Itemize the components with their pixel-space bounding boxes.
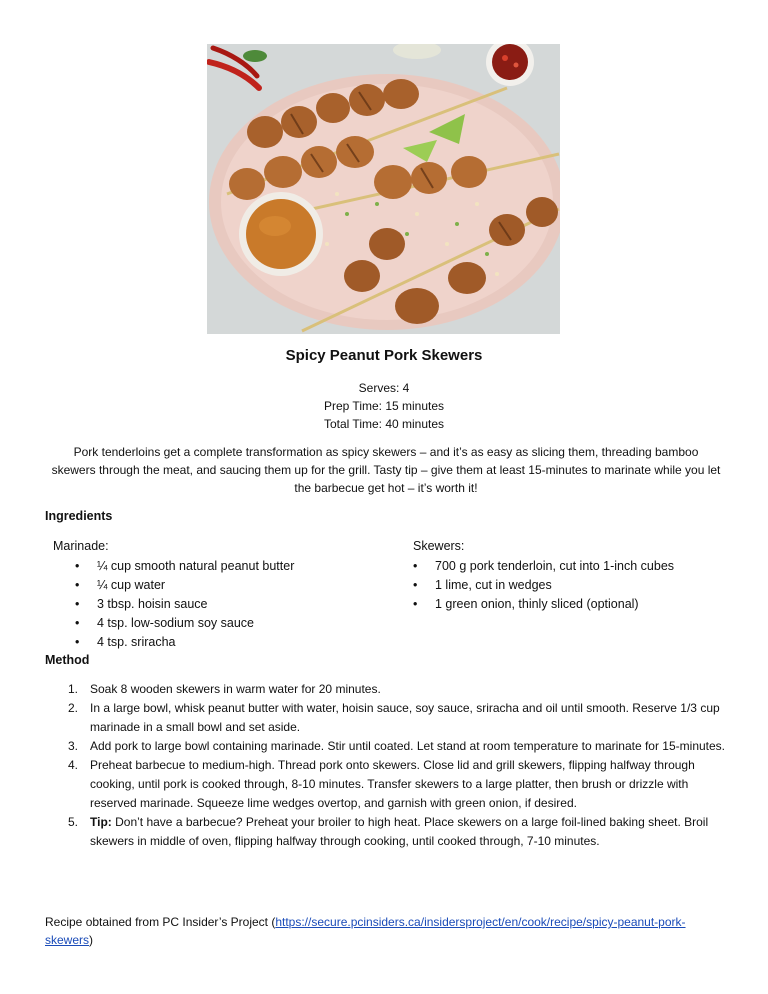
list-item: • 1 green onion, thinly sliced (optional) [413,595,674,614]
marinade-list [75,557,294,652]
step-text: Preheat barbecue to medium-high. Thread pork onto skewers. Close lid and grill skewers, flipping halfway through cooking, until pork is cooked through, 8-10 minutes. Transfer skewers to a large platter, then brush or drizzle with reserved marinade. Squeeze lime wedges overtop, and garnish with green onion, if desired. [90,758,695,810]
recipe-meta [0,379,768,433]
step-text: Add pork to large bowl containing marinade. Stir until coated. Let stand at room temperature to marinate for 15-minutes. [90,739,726,753]
source-suffix: ) [89,933,94,947]
method-heading: Method [45,653,90,667]
step-text: Don’t have a barbecue? Preheat your broiler to high heat. Place skewers on a large foil-lined baking sheet. Broil skewers in middle of oven, flipping halfway through cooking, until cooked through, 7-10 minutes. [90,815,709,848]
serves: Serves: 4 [358,381,410,395]
source-prefix: Recipe obtained from PC Insider’s Project ( [45,915,276,929]
recipe-title: Spicy Peanut Pork Skewers [285,347,483,364]
step-number: 4. [68,758,79,772]
marinade-label: Marinade: [53,539,109,553]
recipe-intro: Pork tenderloins get a complete transformation as spicy skewers – and it’s as easy as slicing them, threading bamboo skewers through the meat, and saucing them up for the grill. Tasty tip – give them at least 15-minutes to marinate while you let the barbecue get hot – it’s worth it! [51,445,721,495]
step-number: 2. [68,701,79,715]
method-step [68,756,728,813]
tip-label: Tip: [90,815,112,829]
list-item: • 4 tsp. low-sodium soy sauce [75,614,294,633]
recipe-photo [207,44,560,334]
list-item: • 3 tbsp. hoisin sauce [75,595,294,614]
total-time: Total Time: 40 minutes [323,417,445,431]
skewers-label: Skewers: [413,539,465,553]
method-steps [68,680,728,851]
method-step [68,680,728,699]
skewers-list [413,557,674,614]
step-text: In a large bowl, whisk peanut butter with water, hoisin sauce, soy sauce, sriracha and oil until smooth. Reserve 1/3 cup marinade in a small bowl and set aside. [90,701,720,734]
method-step [68,737,728,756]
list-item: • ¼ cup smooth natural peanut butter [75,557,294,576]
method-step [68,813,728,851]
ingredients-heading: Ingredients [45,509,113,523]
source-link[interactable]: https://secure.pcinsiders.ca/insidersproject/en/cook/recipe/spicy-peanut-pork-skewers [45,915,686,947]
method-step [68,699,728,737]
step-number: 5. [68,815,79,829]
source-credit [45,913,725,949]
list-item: • 4 tsp. sriracha [75,633,294,652]
list-item: • 700 g pork tenderloin, cut into 1-inch cubes [413,557,674,576]
step-number: 1. [68,682,79,696]
prep-time: Prep Time: 15 minutes [323,399,445,413]
list-item: • 1 lime, cut in wedges [413,576,674,595]
step-number: 3. [68,739,79,753]
list-item: • ¼ cup water [75,576,294,595]
step-text: Soak 8 wooden skewers in warm water for 20 minutes. [90,682,381,696]
